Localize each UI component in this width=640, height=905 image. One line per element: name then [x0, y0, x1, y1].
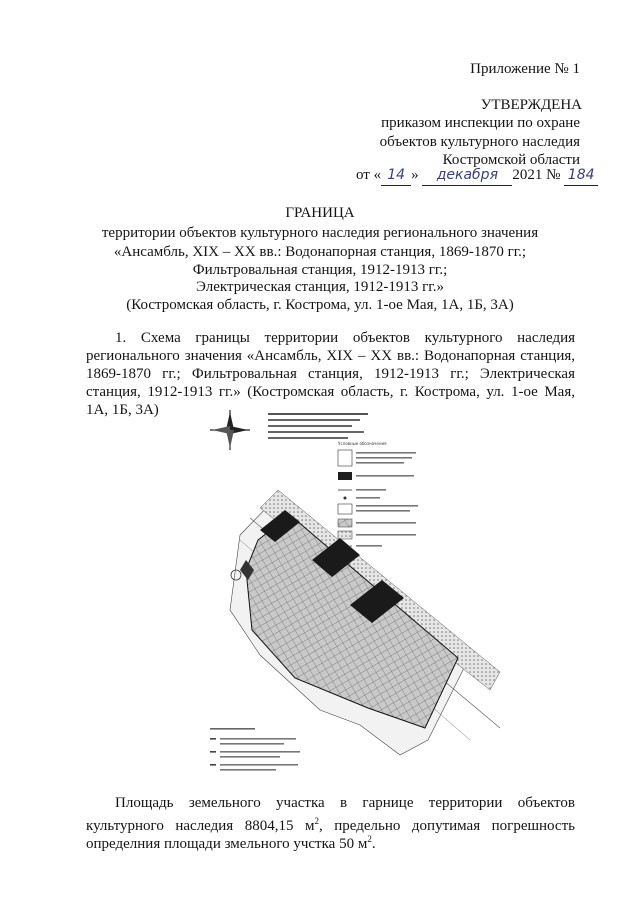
doc-title-line-3: Фильтровальная станция, 1912-1913 гг.; [192, 262, 448, 278]
compass-icon [210, 410, 250, 450]
date-day: 14 [381, 166, 411, 186]
appendix-label: Приложение № 1 [470, 61, 580, 77]
approved-label: УТВЕРЖДЕНА [480, 97, 582, 113]
footer-line-1: Площадь земельного участка в гарнице территории объектов [115, 795, 575, 811]
map-legend [338, 441, 418, 547]
order-line-1: приказом инспекции по охране [381, 115, 580, 131]
map-notes [210, 728, 300, 771]
section1-line-5: 1А, 1Б, 3А) [86, 402, 159, 418]
date-month: декабря [422, 166, 512, 186]
doc-title-line-2: «Ансамбль, XIX – XX вв.: Водонапорная станция, 1869-1870 гг.; [113, 244, 527, 260]
section1-line-4: станция, 1912-1913 гг.» (Костромская область, г. Кострома, ул. 1-ое Мая, [86, 384, 575, 400]
order-number: 184 [564, 166, 598, 186]
doc-title-line-1: территории объектов культурного наследия регионального значения [101, 225, 539, 241]
order-line-3: Костромской области [442, 152, 580, 168]
order-line-2: объектов культурного наследия [379, 134, 580, 150]
section1-line-2: регионального значения «Ансамбль, XIX – XX вв.: Водонапорная станция, [86, 348, 575, 364]
section1-line-3: 1869-1870 гг.; Фильтровальная станция, 1912-1913 гг.; Электрическая [86, 366, 575, 382]
date-year: 2021 № [512, 167, 561, 183]
footer-line-3 [86, 830, 376, 854]
doc-title-line-4: Электрическая станция, 1912-1913 гг.» [196, 279, 444, 295]
doc-heading: ГРАНИЦА [285, 205, 355, 221]
date-prefix: от « [356, 167, 382, 183]
area-sup: 2 [314, 816, 319, 826]
tolerance-sup: 2 [367, 834, 372, 844]
legend-heading: Условные обозначения [338, 441, 387, 446]
tolerance-text: определния площади змельного учстка 50 м [86, 836, 368, 852]
section1-line-1: 1. Схема границы территории объектов культурного наследия [115, 330, 575, 346]
map-title-block [268, 413, 368, 439]
territory-map [200, 410, 580, 790]
tolerance-tail: . [371, 836, 376, 852]
date-mid: » [411, 167, 419, 183]
area-text: культурного наследия 8804,15 м [86, 818, 315, 834]
doc-title-line-5: (Костромская область, г. Кострома, ул. 1-ое Мая, 1А, 1Б, 3А) [126, 297, 514, 313]
area-tail: , предельно допутимая погрешность [319, 818, 575, 834]
order-date-line [356, 166, 598, 186]
